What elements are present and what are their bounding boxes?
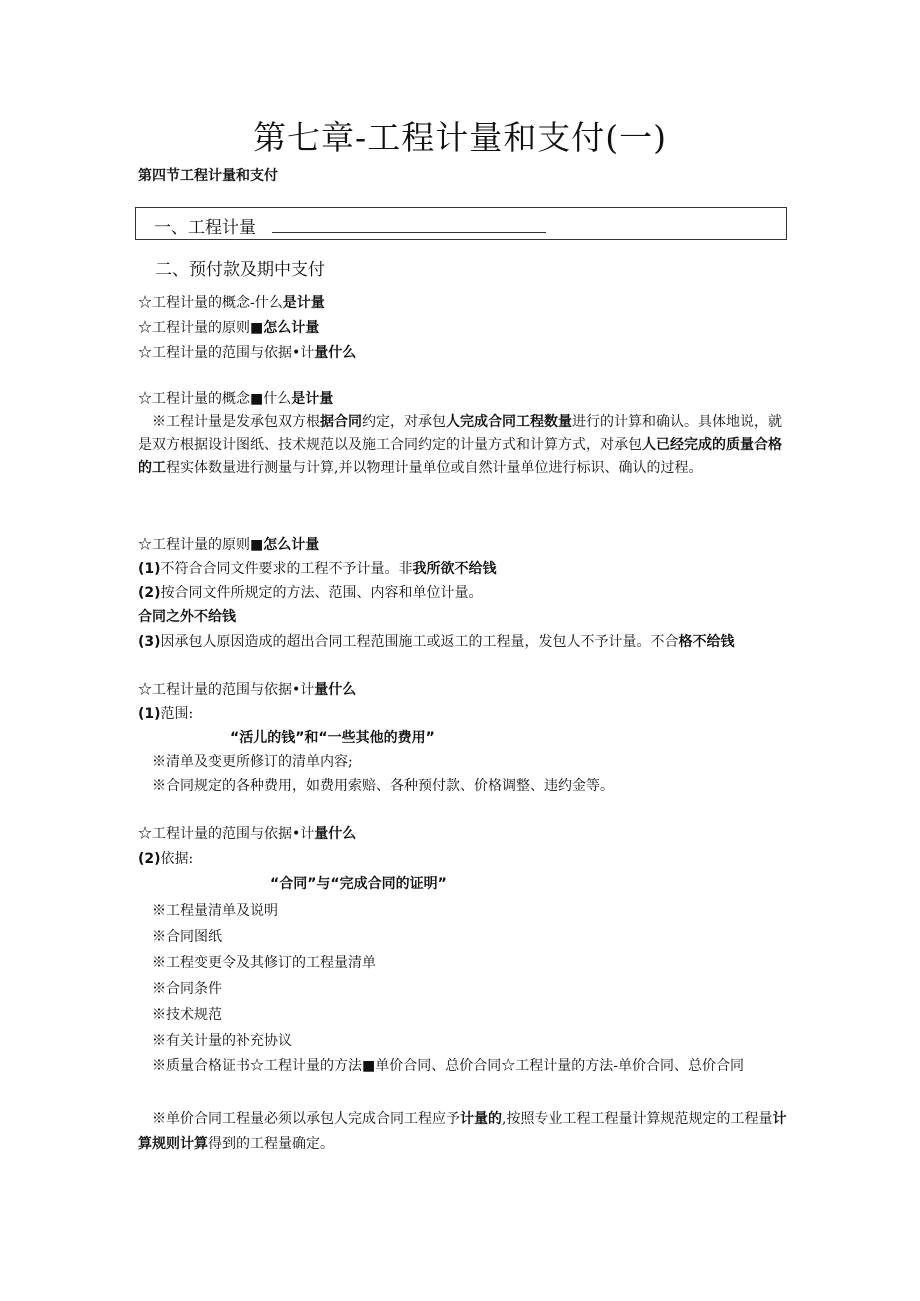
basis-item-7: ※质量合格证书☆工程计量的方法■单价合同、总价合同☆工程计量的方法-单价合同、总价合同 — [152, 1058, 744, 1074]
scope-item-2: ※合同规定的各种费用，如费用索赔、各种预付款、价格调整、违约金等。 — [152, 778, 614, 794]
scope-heading — [138, 680, 356, 700]
toc-bold: 量什么 — [314, 345, 357, 361]
concept-paragraph — [138, 411, 793, 480]
toc-text: ☆工程计量的概念-什么 — [138, 295, 283, 311]
heading-text: ☆工程计量的范围与依据•计 — [138, 682, 315, 698]
concept-bold: 据合同 — [320, 414, 362, 430]
principle-line-1 — [138, 559, 497, 579]
scope-item-1: ※清单及变更所修订的清单内容; — [152, 754, 353, 770]
toc-text: ☆工程计量的范围与依据•计 — [138, 345, 315, 361]
toc-bold: 怎么计量 — [263, 320, 320, 336]
basis-item-5: ※技术规范 — [152, 1007, 222, 1023]
heading-bold: 是计量 — [291, 391, 334, 407]
toc-line-3 — [138, 343, 356, 363]
list-number: (3) — [138, 634, 161, 650]
item-1-engineering-measurement: 一、工程计量 — [154, 218, 256, 238]
principle-line-3 — [138, 632, 735, 652]
heading-bold: 量什么 — [314, 682, 357, 698]
principle-bold: 格不给钱 — [678, 634, 735, 650]
toc-line-1 — [138, 293, 325, 313]
highlight-box — [135, 207, 787, 240]
concept-bold: 人完成合同工程数量 — [446, 414, 572, 430]
underline — [272, 232, 546, 233]
basis-item-6: ※有关计量的补充协议 — [152, 1033, 292, 1049]
label-text: 范围: — [160, 706, 194, 722]
basis-heading — [138, 824, 356, 844]
list-number: (1) — [138, 561, 161, 577]
heading-text: ☆工程计量的概念■什么 — [138, 391, 292, 407]
concept-text: 约定，对承包 — [362, 414, 446, 430]
section-heading: 第四节工程计量和支付 — [138, 168, 278, 184]
concept-text: 程实体数量进行测量与计算,并以物理计量单位或自然计量单位进行标识、确认的过程。 — [166, 460, 703, 476]
concept-text: ※工程计量是发承包双方根 — [152, 414, 320, 430]
heading-bold: 量什么 — [314, 826, 357, 842]
heading-text: ☆工程计量的范围与依据•计 — [138, 826, 315, 842]
final-bold: 计量的 — [460, 1111, 502, 1127]
principle-line-2-bold: 合同之外不给钱 — [138, 609, 236, 625]
principle-text: 不符合合同文件要求的工程不予计量。非 — [160, 561, 413, 577]
basis-item-1: ※工程量清单及说明 — [152, 903, 278, 919]
basis-label — [138, 849, 193, 869]
item-2-advance-payment: 二、预付款及期中支付 — [155, 260, 325, 280]
final-paragraph — [138, 1107, 788, 1157]
principle-text: 因承包人原因造成的超出合同工程范围施工或返工的工程量，发包人不予计量。不合 — [160, 634, 679, 650]
final-text: 得到的工程量确定。 — [208, 1136, 334, 1152]
list-number: (1) — [138, 706, 161, 722]
toc-line-2 — [138, 318, 319, 338]
label-text: 依据: — [160, 851, 194, 867]
final-text: ,按照专业工程工程量计算规范规定的工程量 — [502, 1111, 773, 1127]
heading-bold: 怎么计量 — [263, 537, 320, 553]
toc-bold: 是计量 — [282, 295, 325, 311]
basis-quote: “合同”与“完成合同的证明” — [270, 876, 447, 892]
basis-item-3: ※工程变更令及其修订的工程量清单 — [152, 955, 376, 971]
heading-text: ☆工程计量的原则■ — [138, 537, 264, 553]
scope-label — [138, 704, 193, 724]
list-number: (2) — [138, 585, 161, 601]
basis-item-2: ※合同图纸 — [152, 929, 222, 945]
concept-text: 进行的计算和确认。具体地说，就是双方根据设计图纸、技术规范以及施工合同约定的计量方式和计算方式，对承包 — [138, 414, 782, 453]
scope-quote: “活儿的钱”和“一些其他的费用” — [230, 730, 435, 746]
principle-heading — [138, 535, 319, 555]
concept-heading — [138, 389, 333, 409]
principle-text: 按合同文件所规定的方法、范围、内容和单位计量。 — [160, 585, 483, 601]
principle-bold: 我所欲不给钱 — [412, 561, 497, 577]
principle-line-2 — [138, 583, 483, 603]
final-text: ※单价合同工程量必须以承包人完成合同工程应予 — [152, 1111, 460, 1127]
concept-bold: 人已经完成的质量合格的工 — [138, 437, 782, 476]
basis-item-4: ※合同条件 — [152, 981, 222, 997]
list-number: (2) — [138, 851, 161, 867]
toc-text: ☆工程计量的原则■ — [138, 320, 264, 336]
page-title: 第七章-工程计量和支付(一) — [253, 118, 667, 157]
final-bold: 计算规则计算 — [138, 1111, 787, 1152]
